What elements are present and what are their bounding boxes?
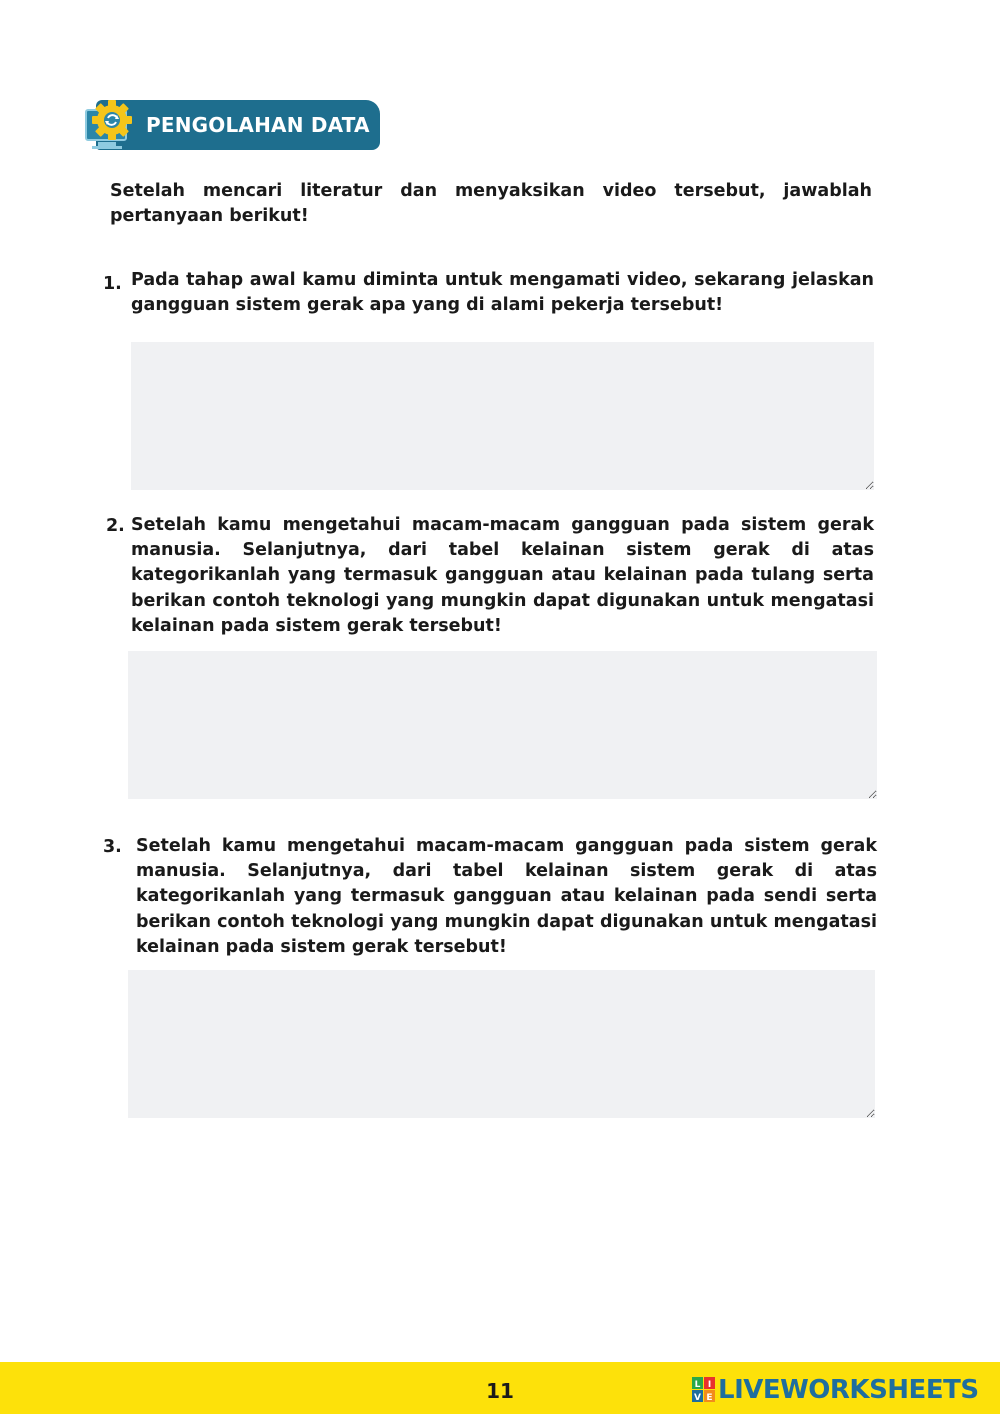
answer-box-3[interactable] <box>128 970 875 1118</box>
question-1-number: 1. <box>103 274 122 294</box>
page-number: 11 <box>486 1379 514 1403</box>
liveworksheets-brand <box>692 1374 979 1406</box>
question-2-text: Setelah kamu mengetahui macam-macam gangguan pada sistem gerak manusia. Selanjutnya, dari tabel kelainan sistem gerak di atas kategorikanlah yang termasuk gangguan atau kelainan pada tulang serta berikan contoh teknologi yang mungkin dapat digunakan untuk mengatasi kelainan pada sistem gerak tersebut! <box>131 515 874 636</box>
question-2-number: 2. <box>106 516 125 536</box>
question-3-number: 3. <box>103 837 122 857</box>
answer-box-1[interactable] <box>131 342 874 490</box>
intro-instruction: Setelah mencari literatur dan menyaksikan video tersebut, jawablah pertanyaan berikut! <box>110 181 872 226</box>
svg-text:I: I <box>707 1380 712 1390</box>
question-1-text: Pada tahap awal kamu diminta untuk mengamati video, sekarang jelaskan gangguan sistem gerak apa yang di alami pekerja tersebut! <box>131 270 874 316</box>
question-3-text: Setelah kamu mengetahui macam-macam gangguan pada sistem gerak manusia. Selanjutnya, dari tabel kelainan sistem gerak di atas kategorikanlah yang termasuk gangguan atau kelainan pada sendi serta berikan contoh teknologi yang mungkin dapat digunakan untuk mengatasi kelainan pada sistem gerak tersebut! <box>136 836 877 957</box>
svg-text:L: L <box>694 1380 701 1390</box>
brand-name: LIVEWORKSHEETS <box>718 1375 979 1405</box>
svg-text:E: E <box>706 1393 713 1403</box>
section-title: PENGOLAHAN DATA <box>146 113 370 137</box>
liveworksheets-logo-icon <box>692 1377 716 1403</box>
gear-monitor-icon <box>84 100 138 154</box>
section-banner <box>84 100 380 152</box>
svg-text:V: V <box>694 1393 701 1403</box>
answer-box-2[interactable] <box>128 651 877 799</box>
